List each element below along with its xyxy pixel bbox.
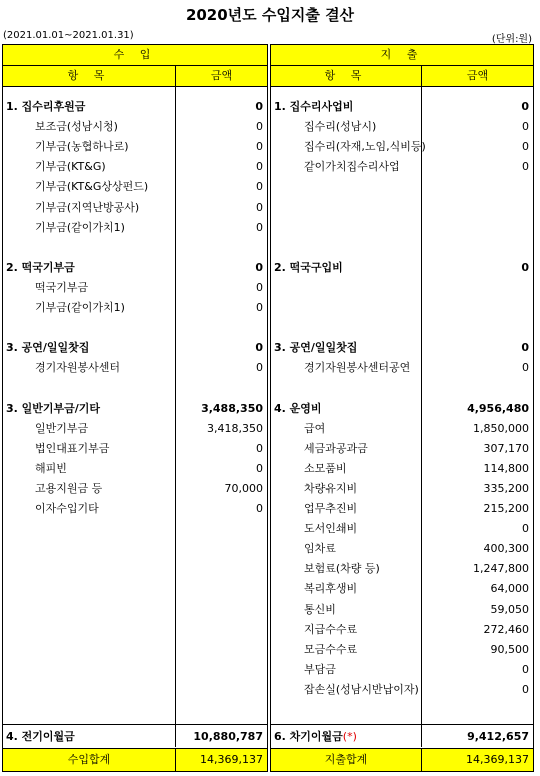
expense-row <box>271 519 533 539</box>
income-row <box>3 419 267 439</box>
income-row-value: 3,418,350 <box>207 421 263 435</box>
income-row-label: 해피빈 <box>35 461 67 475</box>
expense-row-value: 64,000 <box>490 582 529 596</box>
income-row <box>3 137 267 157</box>
expense-row <box>271 117 533 137</box>
expense-row <box>271 419 533 439</box>
income-row-label: 기부금(지역난방공사) <box>35 200 140 214</box>
expense-row-label: 4. 운영비 <box>274 401 322 415</box>
income-row <box>3 439 267 459</box>
income-row-label: 떡국기부금 <box>35 280 89 294</box>
expense-row <box>271 680 533 700</box>
expense-row-value: 400,300 <box>483 542 529 556</box>
expense-row <box>271 399 533 419</box>
expense-row-value: 0 <box>522 522 529 536</box>
income-row-label: 경기자원봉사센터 <box>35 361 121 375</box>
income-row <box>3 459 267 479</box>
income-row <box>3 278 267 298</box>
expense-table <box>270 44 534 772</box>
expense-row-value: 0 <box>522 120 529 134</box>
expense-carry-label: 6. 차기이월금(*) <box>274 730 357 743</box>
expense-column-header <box>271 66 533 87</box>
expense-row-value: 90,500 <box>490 642 529 656</box>
expense-row <box>271 97 533 117</box>
expense-row <box>271 358 533 378</box>
expense-row-label: 2. 떡국구입비 <box>274 260 343 274</box>
income-row-value: 70,000 <box>224 481 263 495</box>
expense-row-label: 부담금 <box>304 662 336 676</box>
income-row-value: 0 <box>256 220 263 234</box>
expense-row <box>271 378 533 398</box>
expense-row-label: 집수리(자재,노임,식비등) <box>304 140 426 154</box>
income-row-label: 법인대표기부금 <box>35 441 110 455</box>
expense-row-value: 1,850,000 <box>473 421 529 435</box>
expense-row <box>271 579 533 599</box>
income-row-value: 0 <box>255 341 263 355</box>
expense-row <box>271 479 533 499</box>
income-row <box>3 358 267 378</box>
income-row <box>3 218 267 238</box>
expense-row-label: 1. 집수리사업비 <box>274 100 354 113</box>
income-row-label: 기부금(KT&G) <box>35 160 106 174</box>
income-row-value: 0 <box>256 441 263 455</box>
expense-row-label: 세금과공과금 <box>304 441 368 455</box>
expense-carry-row <box>271 724 533 749</box>
expense-row <box>271 318 533 338</box>
income-row <box>3 117 267 137</box>
income-row-label: 기부금(KT&G상상펀드) <box>35 180 149 194</box>
income-table <box>2 44 268 772</box>
expense-row-label: 3. 공연/일일찻집 <box>274 341 358 355</box>
income-row-label: 2. 떡국기부금 <box>6 260 75 274</box>
income-total-value: 14,369,137 <box>200 753 263 766</box>
income-row-label: 3. 공연/일일찻집 <box>6 341 90 355</box>
expense-total-label: 지출합계 <box>271 749 422 771</box>
expense-col-amount: 금액 <box>466 69 489 82</box>
expense-row <box>271 338 533 358</box>
income-row <box>3 378 267 398</box>
income-row-label: 기부금(같이가치1) <box>35 301 125 314</box>
expense-row <box>271 439 533 459</box>
income-carry-label: 4. 전기이월금 <box>6 730 75 743</box>
expense-row <box>271 559 533 579</box>
income-row-value: 3,488,350 <box>201 401 263 415</box>
income-row-value: 0 <box>256 140 263 154</box>
expense-row-value: 4,956,480 <box>467 401 529 415</box>
expense-row <box>271 539 533 559</box>
expense-row-label: 업무추진비 <box>304 502 358 515</box>
income-row-value: 0 <box>255 260 263 274</box>
income-row-value: 0 <box>256 461 263 475</box>
income-row-label: 고용지원금 등 <box>35 481 103 495</box>
income-column-header <box>3 66 267 87</box>
expense-row <box>271 499 533 519</box>
income-col-amount: 금액 <box>210 69 233 82</box>
income-row <box>3 157 267 177</box>
expense-row-label: 소모품비 <box>304 461 347 475</box>
income-row <box>3 258 267 278</box>
expense-row-label: 복리후생비 <box>304 582 358 596</box>
expense-row <box>271 238 533 258</box>
expense-row <box>271 218 533 238</box>
income-row-value: 0 <box>255 100 263 113</box>
income-row <box>3 479 267 499</box>
expense-row <box>271 660 533 680</box>
income-total-label: 수입합계 <box>3 749 176 771</box>
unit-label: (단위:원) <box>491 34 532 45</box>
expense-row <box>271 620 533 640</box>
expense-row-value: 59,050 <box>490 602 529 616</box>
income-row-label: 일반기부금 <box>35 421 89 435</box>
expense-row-value: 0 <box>522 662 529 676</box>
expense-row-value: 1,247,800 <box>473 562 529 576</box>
expense-row-label: 보험료(차량 등) <box>304 562 380 576</box>
expense-row <box>271 459 533 479</box>
expense-row-label: 모금수수료 <box>304 642 358 656</box>
expense-row-value: 0 <box>521 341 529 355</box>
expense-row-label: 같이가치집수리사업 <box>304 160 400 174</box>
expense-row-label: 통신비 <box>304 602 336 616</box>
expense-row-label: 잡손실(성남시반납이자) <box>304 682 419 696</box>
income-row-label: 보조금(성남시청) <box>35 120 118 134</box>
income-row-label: 3. 일반기부금/기타 <box>6 401 101 415</box>
expense-row-value: 215,200 <box>483 502 529 515</box>
expense-total-value: 14,369,137 <box>466 753 529 766</box>
income-carry-value: 10,880,787 <box>193 730 263 743</box>
income-row-value: 0 <box>256 180 263 194</box>
income-header: 수 입 <box>3 45 267 66</box>
income-row <box>3 198 267 218</box>
expense-row <box>271 640 533 660</box>
expense-row-value: 0 <box>522 361 529 375</box>
expense-row <box>271 298 533 318</box>
income-carry-row <box>3 724 267 749</box>
asterisk-note: (*) <box>342 730 357 743</box>
expense-row-value: 272,460 <box>483 622 529 636</box>
expense-row-label: 집수리(성남시) <box>304 120 377 134</box>
income-row <box>3 318 267 338</box>
expense-row <box>271 278 533 298</box>
expense-row-label: 급여 <box>304 421 326 435</box>
expense-row <box>271 258 533 278</box>
expense-row <box>271 198 533 218</box>
income-row-value: 0 <box>256 280 263 294</box>
income-row-value: 0 <box>256 200 263 214</box>
period-label: (2021.01.01~2021.01.31) <box>3 30 134 41</box>
expense-col-item: 항 목 <box>271 66 422 86</box>
expense-row <box>271 600 533 620</box>
expense-row-value: 307,170 <box>483 441 529 455</box>
expense-carry-value: 9,412,657 <box>467 730 529 743</box>
income-row-label: 이자수입기타 <box>35 502 99 515</box>
expense-row-value: 0 <box>521 260 529 274</box>
expense-row-label: 지급수수료 <box>304 622 358 636</box>
income-row <box>3 499 267 519</box>
income-row-value: 0 <box>256 120 263 134</box>
income-row <box>3 399 267 419</box>
expense-row-label: 도서인쇄비 <box>304 522 358 536</box>
expense-row <box>271 157 533 177</box>
expense-row-value: 0 <box>522 160 529 174</box>
expense-row-value: 114,800 <box>483 461 529 475</box>
income-row <box>3 97 267 117</box>
income-row <box>3 177 267 197</box>
income-row-value: 0 <box>256 160 263 174</box>
income-row-value: 0 <box>256 502 263 515</box>
income-row-label: 기부금(농협하나로) <box>35 140 129 154</box>
income-col-item: 항 목 <box>3 66 176 86</box>
income-row <box>3 298 267 318</box>
income-row-value: 0 <box>256 301 263 314</box>
expense-row-value: 0 <box>521 100 529 113</box>
page-title: 2020년도 수입지출 결산 <box>185 6 355 24</box>
income-row-label: 기부금(같이가치1) <box>35 220 125 234</box>
expense-row-label: 경기자원봉사센터공연 <box>304 361 411 375</box>
income-row <box>3 338 267 358</box>
expense-row <box>271 137 533 157</box>
expense-row-label: 차량유지비 <box>304 481 358 495</box>
expense-row-value: 0 <box>522 140 529 154</box>
expense-row-value: 0 <box>522 682 529 696</box>
expense-total-row <box>271 748 533 771</box>
income-total-row <box>3 748 267 771</box>
expense-row-label: 임차료 <box>304 542 336 556</box>
expense-header: 지 출 <box>271 45 533 66</box>
income-row-label: 1. 집수리후원금 <box>6 100 86 113</box>
income-row-value: 0 <box>256 361 263 375</box>
expense-row <box>271 177 533 197</box>
income-row <box>3 238 267 258</box>
expense-row-value: 335,200 <box>483 481 529 495</box>
